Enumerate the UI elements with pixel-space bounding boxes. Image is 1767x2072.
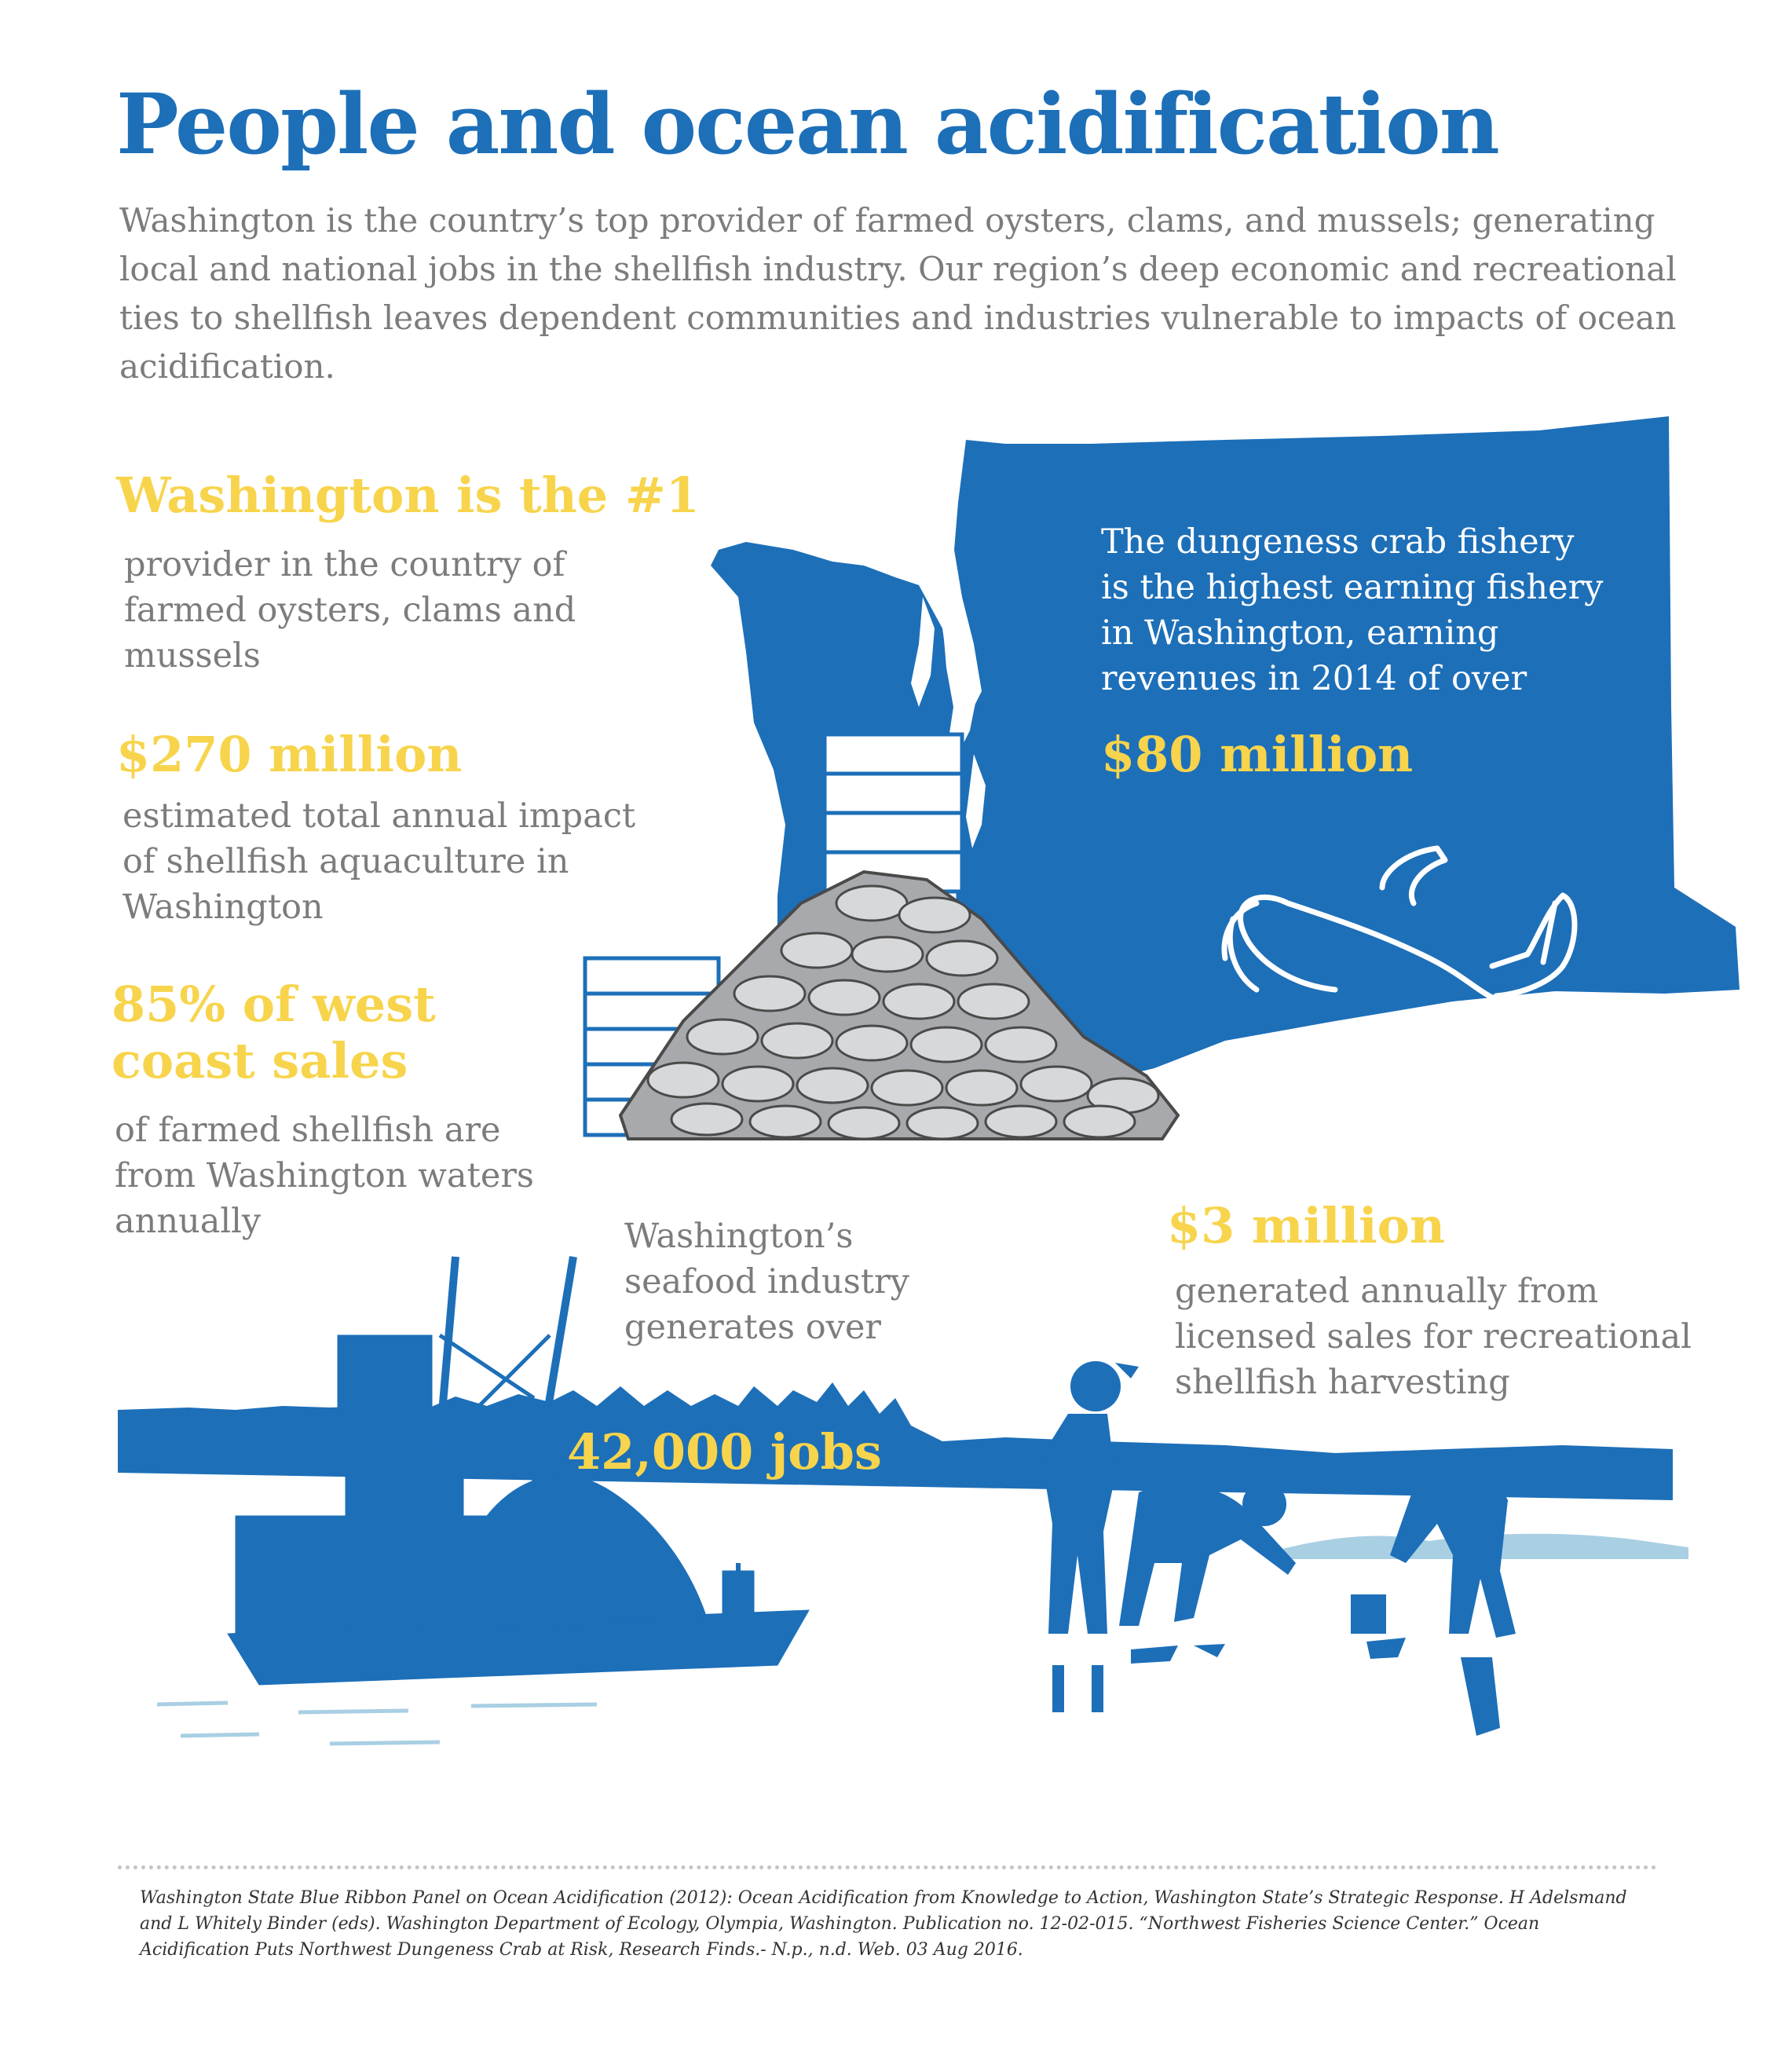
crab-headline: $80 million xyxy=(1101,726,1414,783)
jobs-description: Washington’s seafood industry generates over xyxy=(624,1217,909,1347)
crab-description: The dungeness crab fishery is the highest earning fishery in Washington, earning revenues in 2014 of over xyxy=(1101,522,1604,698)
recreational-headline: $3 million xyxy=(1167,1197,1446,1254)
footer-divider xyxy=(118,1865,1657,1869)
rank-description: provider in the country of farmed oysters, clams and mussels xyxy=(124,545,576,675)
intro-paragraph: Washington is the country’s top provider of farmed oysters, clams, and mussels; generating local and national jobs in the shellfish industry. Our region’s deep economic and recreational ties to shellfish leaves dependent communities and industries vulnerable to impacts of ocean acidification. xyxy=(119,201,1677,386)
recreational-description: generated annually from licensed sales for recreational shellfish harvesting xyxy=(1175,1272,1692,1402)
aquaculture-headline: $270 million xyxy=(116,726,463,783)
rank-headline: Washington is the #1 xyxy=(116,467,700,524)
west-coast-headline: 85% of west coast sales xyxy=(112,976,436,1089)
water-ripples xyxy=(157,1703,597,1744)
page-title: People and ocean acidification xyxy=(116,75,1498,173)
aquaculture-description: estimated total annual impact of shellfish aquaculture in Washington xyxy=(123,796,636,927)
jobs-headline: 42,000 jobs xyxy=(567,1423,882,1481)
west-coast-description: of farmed shellfish are from Washington waters annually xyxy=(115,1111,534,1241)
citation: Washington State Blue Ribbon Panel on Ocean Acidification (2012): Ocean Acidification from Knowledge to Action, Washington State’s Strategic Response. H Adelsmand and L Whitely Binder (eds). Washington Department of Ecology, Olympia, Washington. Publication no. 12-02-015. “Northwest Fisheries Science Center.” Ocean Acidification Puts Northwest Dungeness Crab at Risk, Research Finds.- N.p., n.d. Web. 03 Aug 2016. xyxy=(140,1888,1627,1960)
